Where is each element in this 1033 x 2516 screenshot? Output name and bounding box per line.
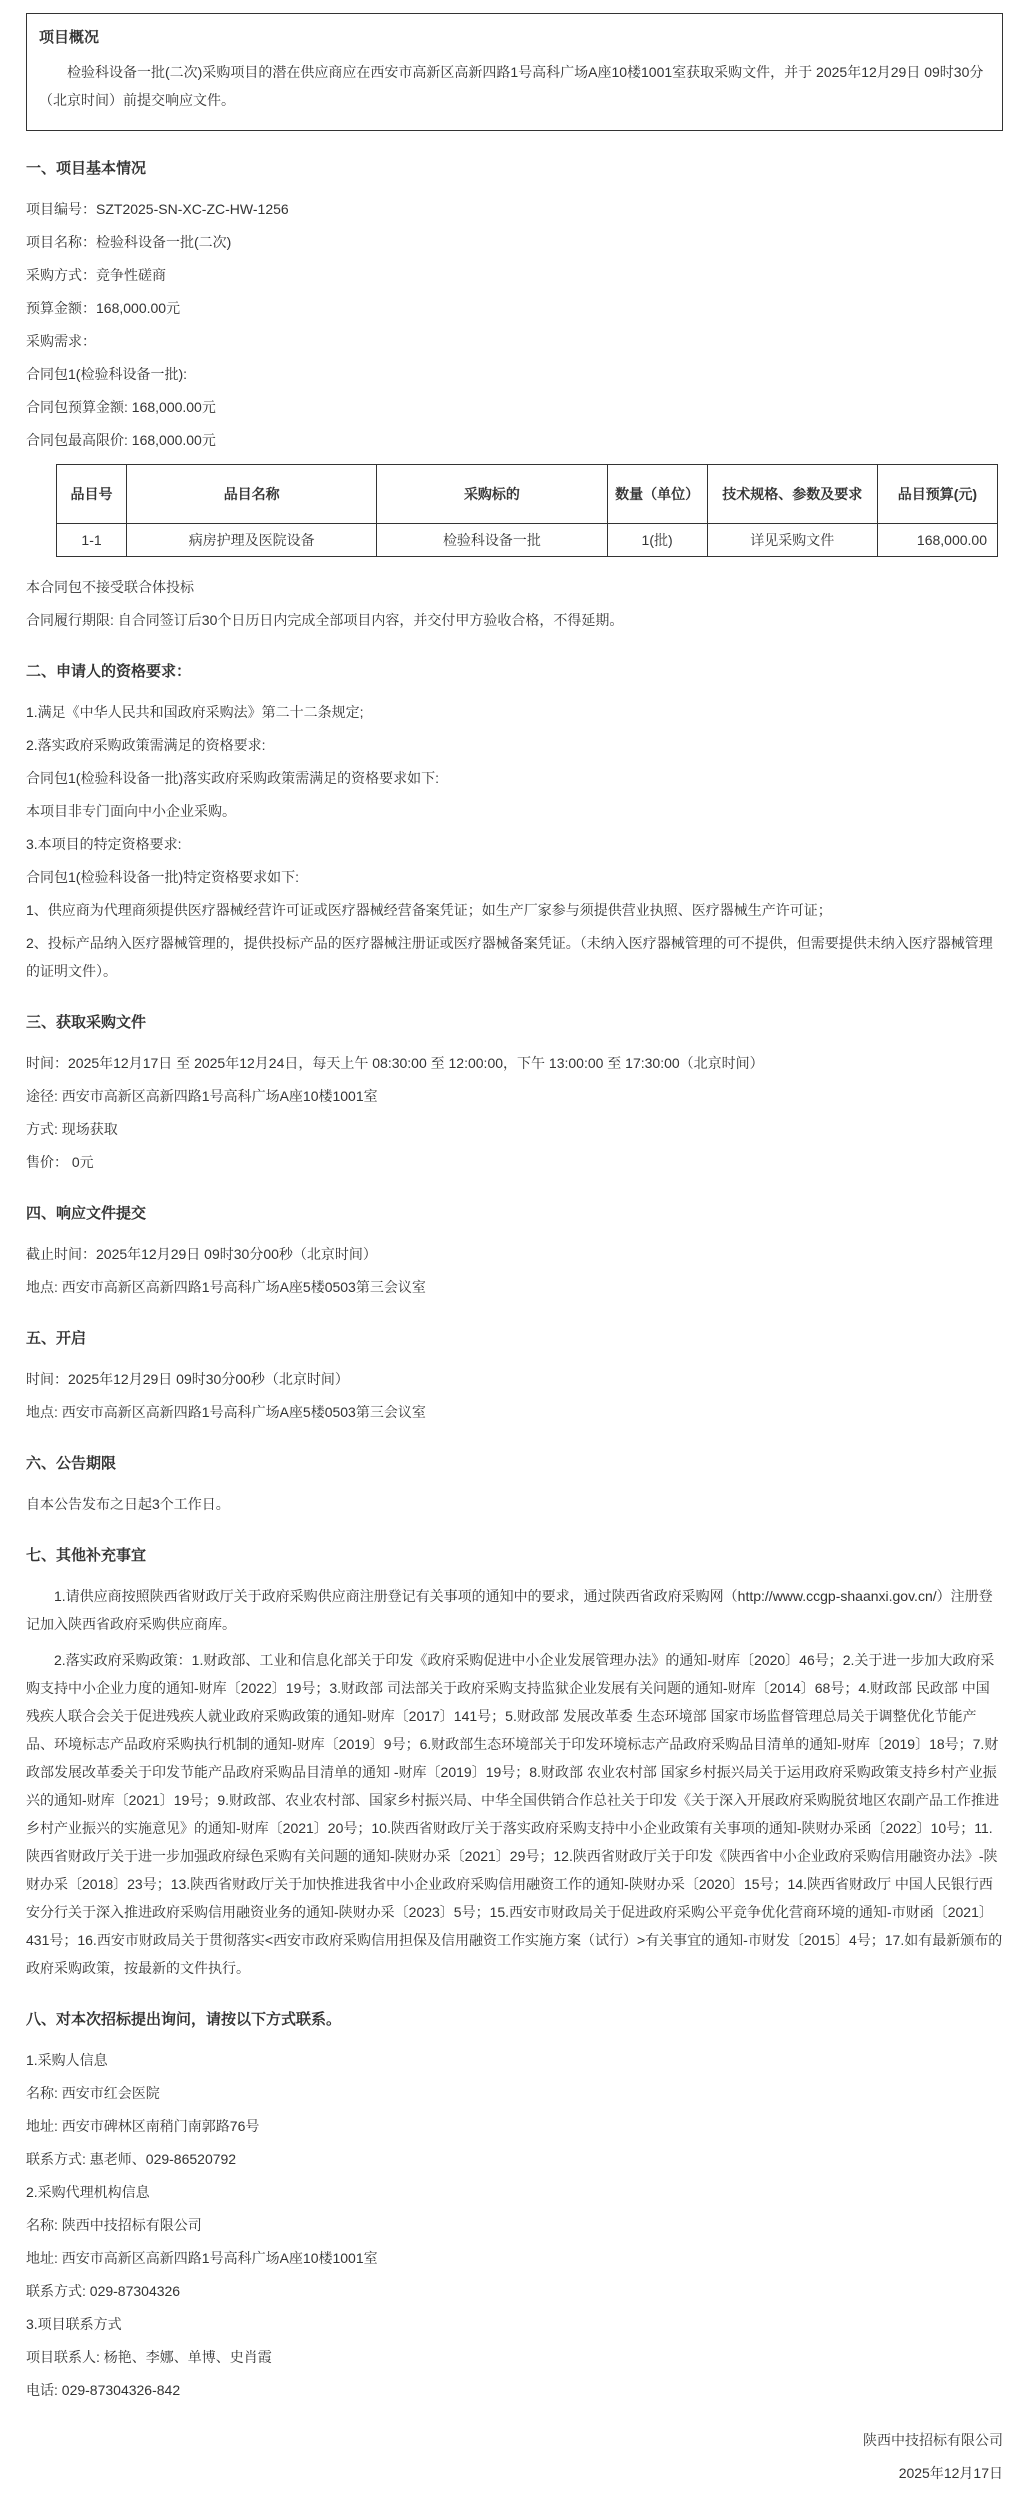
- signature-company: 陕西中技招标有限公司: [863, 2432, 1003, 2448]
- package-price-cap: 合同包最高限价: 168,000.00元: [26, 432, 216, 448]
- obtain-price: 售价： 0元: [26, 1154, 94, 1170]
- field-procurement-method: [26, 261, 1003, 289]
- section-title-other-matters: 七、其他补充事宜: [26, 1547, 147, 1564]
- section-title-response-submission: 四、响应文件提交: [26, 1205, 147, 1222]
- col-header-spec: 技术规格、参数及要求: [707, 465, 877, 524]
- field-budget-amount-label: 预算金额：: [26, 300, 96, 316]
- field-project-name-label: 项目名称：: [26, 234, 96, 250]
- other-matters-paragraph-1: 1.请供应商按照陕西省财政厅关于政府采购供应商注册登记有关事项的通知中的要求，通过陕西省政府采购网（http://www.ccgp-shaanxi.gov.cn/）注册登记加入陕西省政府采购供应商库。: [26, 1588, 993, 1632]
- agency-address: 地址: 西安市高新区高新四路1号高科广场A座10楼1001室: [26, 2250, 378, 2266]
- col-header-item-name: 品目名称: [127, 465, 377, 524]
- package-name: 合同包1(检验科设备一批):: [26, 366, 187, 382]
- announcement-period-text: 自本公告发布之日起3个工作日。: [26, 1496, 230, 1512]
- section-title-basic-info: 一、项目基本情况: [26, 160, 147, 177]
- other-matters-paragraph-2: 2.落实政府采购政策：1.财政部、工业和信息化部关于印发《政府采购促进中小企业发展管理办法》的通知-财库〔2020〕46号；2.关于进一步加大政府采购支持中小企业力度的通知-财库〔2022〕19号；3.财政部 司法部关于政府采购支持监狱企业发展有关问题的通知-财库〔2014〕68号；4.财政部 民政部 中国残疾人联合会关于促进残疾人就业政府采购政策的通知-财库〔2017〕141号；5.财政部 发展改革委 生态环境部 国家市场监督管理总局关于调整优化节能产品、环境标志产品政府采购执行机制的通知-财库〔2019〕9号；6.财政部生态环境部关于印发环境标志产品政府采购品目清单的通知-财库〔2019〕18号；7.财政部发展改革委关于印发节能产品政府采购品目清单的通知 -财库〔2019〕19号；8.财政部 农业农村部 国家乡村振兴局关于运用政府采购政策支持乡村产业振兴的通知-财库〔2021〕19号；9.财政部、农业农村部、国家乡村振兴局、中华全国供销合作总社关于印发《关于深入开展政府采购脱贫地区农副产品工作推进乡村产业振兴的实施意见》的通知-财库〔2021〕20号；10.陕西省财政厅关于落实政府采购支持中小企业政策有关事项的通知-陕财办采函〔2022〕10号；11.陕西省财政厅关于进一步加强政府绿色采购有关问题的通知-陕财办采〔2021〕29号；12.陕西省财政厅关于印发《陕西省中小企业政府采购信用融资办法》-陕财办采〔2018〕23号；13.陕西省财政厅关于加快推进我省中小企业政府采购信用融资工作的通知-陕财办采〔2020〕15号；14.陕西省财政厅 中国人民银行西安分行关于深入推进政府采购信用融资业务的通知-陕财办采〔2023〕5号；15.西安市财政局关于促进政府采购公平竞争优化营商环境的通知-市财函〔2021〕431号；16.西安市财政局关于贯彻落实<西安市政府采购信用担保及信用融资工作实施方案（试行）>有关事宜的通知-市财发〔2015〕4号；17.如有最新颁布的政府采购政策，按最新的文件执行。: [26, 1652, 1003, 1976]
- cell-item-name: 病房护理及医院设备: [127, 524, 377, 557]
- purchaser-contact: 联系方式: 惠老师、029-86520792: [26, 2151, 237, 2167]
- table-row: [57, 524, 998, 557]
- section-title-opening: 五、开启: [26, 1330, 87, 1347]
- project-contact-persons: 项目联系人: 杨艳、李娜、单博、史肖霞: [26, 2349, 272, 2365]
- qualification-item-2-sub-2: 本项目非专门面向中小企业采购。: [26, 803, 236, 819]
- purchaser-address: 地址: 西安市碑林区南稍门南郭路76号: [26, 2118, 260, 2134]
- qualification-item-3-sub-2: 1、供应商为代理商须提供医疗器械经营许可证或医疗器械经营备案凭证；如生产厂家参与须提供营业执照、医疗器械生产许可证；: [26, 902, 832, 918]
- note-contract-duration: 合同履行期限: 自合同签订后30个日历日内完成全部项目内容，并交付甲方验收合格，不得延期。: [26, 612, 624, 628]
- package-budget: 合同包预算金额: 168,000.00元: [26, 399, 216, 415]
- obtain-time: 时间：2025年12月17日 至 2025年12月24日，每天上午 08:30:00 至 12:00:00，下午 13:00:00 至 17:30:00（北京时间）: [26, 1055, 764, 1071]
- agency-name: 名称: 陕西中技招标有限公司: [26, 2217, 202, 2233]
- qualification-item-1: 1.满足《中华人民共和国政府采购法》第二十二条规定;: [26, 704, 364, 720]
- field-project-number: [26, 195, 1003, 223]
- purchaser-name: 名称: 西安市红会医院: [26, 2085, 160, 2101]
- field-procurement-method-value: 竞争性磋商: [96, 267, 166, 283]
- project-overview-box: [26, 13, 1003, 131]
- submission-place: 地点: 西安市高新区高新四路1号高科广场A座5楼0503第三会议室: [26, 1279, 426, 1295]
- qualification-item-3: 3.本项目的特定资格要求:: [26, 836, 182, 852]
- qualification-item-2: 2.落实政府采购政策需满足的资格要求:: [26, 737, 266, 753]
- obtain-channel: 途径: 西安市高新区高新四路1号高科广场A座10楼1001室: [26, 1088, 378, 1104]
- project-contact-heading: 3.项目联系方式: [26, 2316, 122, 2332]
- section-title-qualification: 二、申请人的资格要求：: [26, 663, 192, 680]
- purchaser-info-heading: 1.采购人信息: [26, 2052, 108, 2068]
- items-table-header-row: [57, 465, 998, 524]
- field-project-number-label: 项目编号：: [26, 201, 96, 217]
- col-header-target: 采购标的: [377, 465, 607, 524]
- cell-budget: 168,000.00: [877, 524, 997, 557]
- cell-quantity: 1(批): [607, 524, 707, 557]
- field-project-name-value: 检验科设备一批(二次): [96, 234, 232, 250]
- note-no-consortium: 本合同包不接受联合体投标: [26, 579, 194, 595]
- field-project-number-value: SZT2025-SN-XC-ZC-HW-1256: [96, 201, 289, 217]
- qualification-item-3-sub-1: 合同包1(检验科设备一批)特定资格要求如下:: [26, 869, 299, 885]
- project-contact-phone: 电话: 029-87304326-842: [26, 2382, 181, 2398]
- field-project-name: [26, 228, 1003, 256]
- section-title-obtain-documents: 三、获取采购文件: [26, 1014, 147, 1031]
- opening-time: 时间：2025年12月29日 09时30分00秒（北京时间）: [26, 1371, 349, 1387]
- field-budget-amount-value: 168,000.00元: [96, 300, 181, 316]
- items-table: [56, 464, 998, 557]
- cell-target: 检验科设备一批: [377, 524, 607, 557]
- overview-title: 项目概况: [39, 29, 100, 46]
- field-demand-label: 采购需求：: [26, 333, 96, 349]
- signature-block: [26, 2426, 1003, 2487]
- overview-body-text: 检验科设备一批(二次)采购项目的潜在供应商应在西安市高新区高新四路1号高科广场A座10楼1001室获取采购文件，并于 2025年12月29日 09时30分（北京时间）前提交响应文件。: [39, 64, 984, 108]
- opening-place: 地点: 西安市高新区高新四路1号高科广场A座5楼0503第三会议室: [26, 1404, 426, 1420]
- cell-item-no: 1-1: [57, 524, 127, 557]
- qualification-item-3-sub-3: 2、投标产品纳入医疗器械管理的，提供投标产品的医疗器械注册证或医疗器械备案凭证。（未纳入医疗器械管理的可不提供，但需要提供未纳入医疗器械管理的证明文件）。: [26, 935, 993, 979]
- obtain-method: 方式: 现场获取: [26, 1121, 118, 1137]
- agency-contact: 联系方式: 029-87304326: [26, 2283, 181, 2299]
- col-header-item-no: 品目号: [57, 465, 127, 524]
- col-header-budget: 品目预算(元): [877, 465, 997, 524]
- field-procurement-method-label: 采购方式：: [26, 267, 96, 283]
- cell-spec: 详见采购文件: [707, 524, 877, 557]
- field-budget-amount: [26, 294, 1003, 322]
- col-header-quantity: 数量（单位）: [607, 465, 707, 524]
- section-title-contact: 八、对本次招标提出询问，请按以下方式联系。: [26, 2011, 342, 2028]
- submission-deadline: 截止时间：2025年12月29日 09时30分00秒（北京时间）: [26, 1246, 377, 1262]
- qualification-item-2-sub-1: 合同包1(检验科设备一批)落实政府采购政策需满足的资格要求如下:: [26, 770, 439, 786]
- agency-info-heading: 2.采购代理机构信息: [26, 2184, 150, 2200]
- signature-date: 2025年12月17日: [898, 2465, 1003, 2481]
- section-title-announcement-period: 六、公告期限: [26, 1455, 117, 1472]
